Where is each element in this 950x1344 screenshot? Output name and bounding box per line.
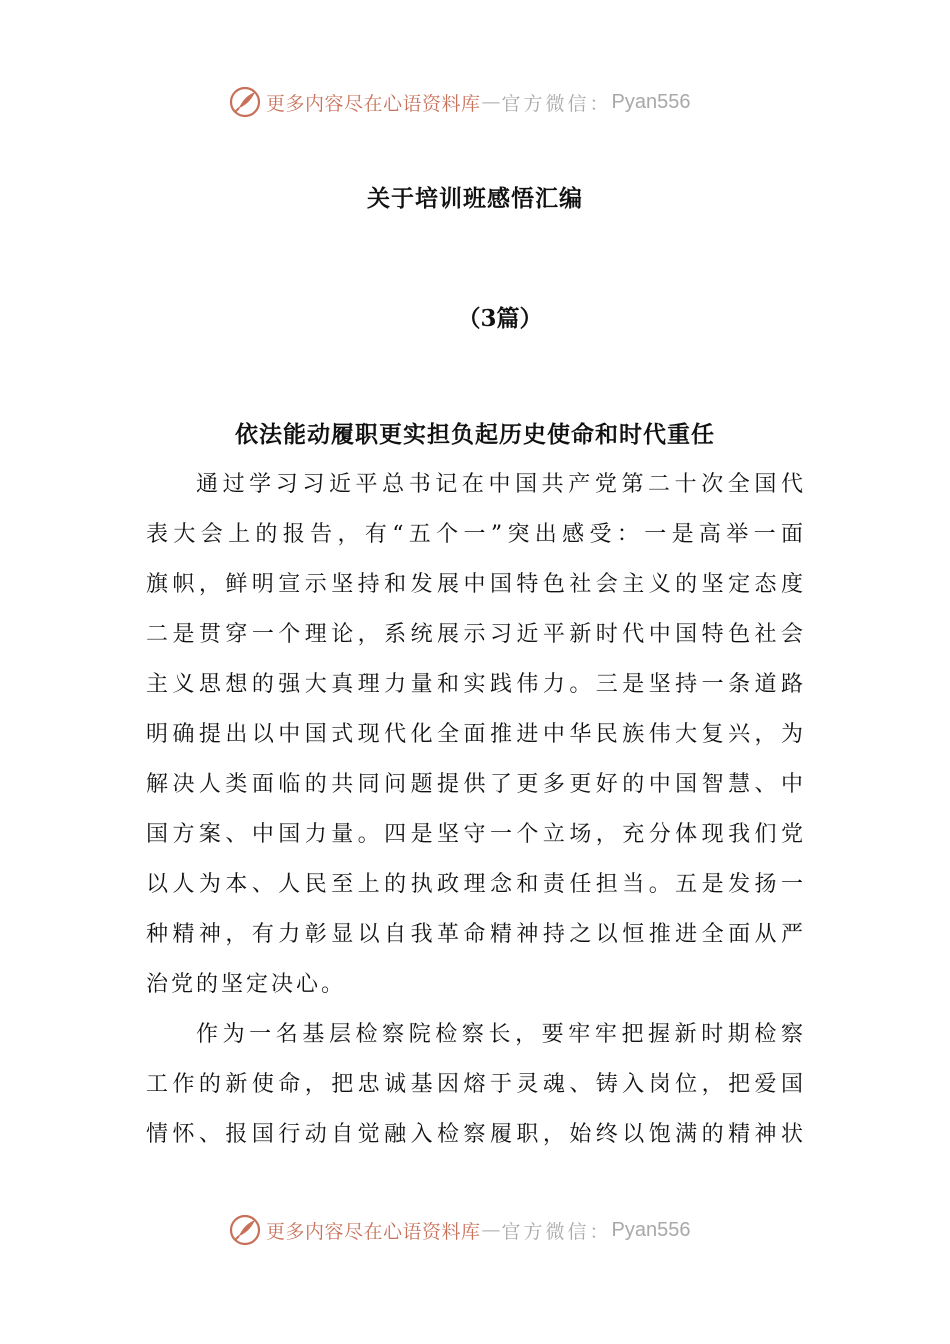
watermark-wechat-id: Pyan556 xyxy=(611,1218,691,1241)
text-line: 治党的坚定决心。 xyxy=(146,972,347,997)
watermark-brand-text: 更多内容尽在心语资料库 xyxy=(266,92,481,115)
article-title: 依法能动履职更实担负起历史使命和时代重任 xyxy=(235,421,715,448)
watermark-separator: — xyxy=(481,91,501,113)
document-count: （3篇） xyxy=(457,305,543,332)
watermark-brand-text: 更多内容尽在心语资料库 xyxy=(266,1220,481,1243)
text-line: 情怀、报国行动自觉融入检察履职，始终以饱满的精神状 xyxy=(146,1122,806,1147)
text-line: 工作的新使命，把忠诚基因熔于灵魂、铸入岗位，把爱国 xyxy=(146,1072,806,1097)
watermark-wechat-id: Pyan556 xyxy=(611,90,691,113)
paragraph-2 xyxy=(146,1010,806,1160)
watermark-banner-bottom xyxy=(228,1212,728,1248)
text-line: 表大会上的报告，有“五个一”突出感受：一是高举一面 xyxy=(146,522,806,547)
text-line: 旗帜，鲜明宣示坚持和发展中国特色社会主义的坚定态度 xyxy=(146,572,806,597)
watermark-wechat-label: 官方微信： xyxy=(501,92,612,115)
article-body xyxy=(146,460,806,1160)
pen-feather-logo-icon xyxy=(228,1213,262,1247)
text-line: 国方案、中国力量。四是坚守一个立场，充分体现我们党 xyxy=(146,822,806,847)
watermark-wechat-label: 官方微信： xyxy=(501,1220,612,1243)
text-line: 解决人类面临的共同问题提供了更多更好的中国智慧、中 xyxy=(146,772,806,797)
document-title: 关于培训班感悟汇编 xyxy=(367,185,583,212)
text-line: 明确提出以中国式现代化全面推进中华民族伟大复兴，为 xyxy=(146,722,806,747)
text-line: 种精神，有力彰显以自我革命精神持之以恒推进全面从严 xyxy=(146,922,806,947)
paragraph-1 xyxy=(146,460,806,1010)
watermark-separator: — xyxy=(481,1219,501,1241)
text-line: 通过学习习近平总书记在中国共产党第二十次全国代 xyxy=(196,472,806,497)
text-line: 二是贯穿一个理论，系统展示习近平新时代中国特色社会 xyxy=(146,622,806,647)
watermark-banner-top xyxy=(228,84,728,120)
pen-feather-logo-icon xyxy=(228,85,262,119)
text-line: 主义思想的强大真理力量和实践伟力。三是坚持一条道路 xyxy=(146,672,806,697)
text-line: 以人为本、人民至上的执政理念和责任担当。五是发扬一 xyxy=(146,872,806,897)
text-line: 作为一名基层检察院检察长，要牢牢把握新时期检察 xyxy=(196,1022,806,1047)
